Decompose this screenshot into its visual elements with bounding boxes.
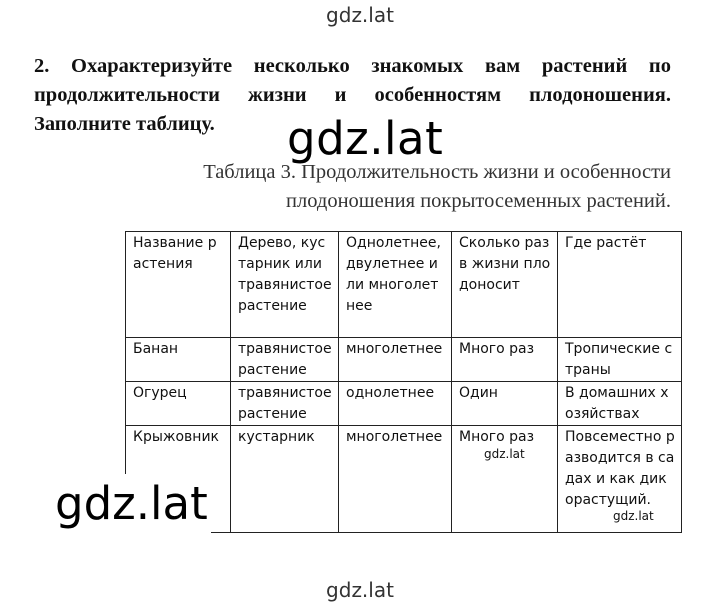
cell-habitat: Повсеместно разводится в садах и как дикорастущий. <box>558 426 682 533</box>
watermark-cell-mid: gdz.lat <box>484 447 525 461</box>
cell-fruiting: Много раз <box>452 426 558 533</box>
header-habitat: Где растёт <box>558 232 682 338</box>
table-row <box>126 382 682 426</box>
cell-lifespan: многолетнее <box>339 426 452 533</box>
cell-type: травянистое растение <box>231 382 339 426</box>
cell-type: травянистое растение <box>231 338 339 382</box>
cell-name: Крыжовник <box>126 426 231 533</box>
header-lifespan: Однолетнее, двулетнее или многолетнее <box>339 232 452 338</box>
watermark-cell-right: gdz.lat <box>613 509 654 523</box>
cell-lifespan: многолетнее <box>339 338 452 382</box>
header-fruiting: Сколько раз в жизни плодоносит <box>452 232 558 338</box>
table-row <box>126 338 682 382</box>
cell-habitat: В домашних хозяйствах <box>558 382 682 426</box>
cell-fruiting: Много раз <box>452 338 558 382</box>
watermark-left: gdz.lat <box>52 474 211 534</box>
cell-type: кустарник <box>231 426 339 533</box>
caption-line-2: плодоношения покрытосеменных растений. <box>286 190 671 212</box>
table-header-row <box>126 232 682 338</box>
task-text: 2. Охарактеризуйте несколько знакомых вам растений по продолжительности жизни и особенностям плодоношения. Заполните таблицу. <box>34 55 671 135</box>
cell-lifespan: однолетнее <box>339 382 452 426</box>
watermark-center: gdz.lat <box>287 112 444 165</box>
cell-fruiting: Один <box>452 382 558 426</box>
cell-name: Огурец <box>126 382 231 426</box>
watermark-bottom: gdz.lat <box>326 578 394 602</box>
cell-name: Банан <box>126 338 231 382</box>
cell-habitat: Тропические страны <box>558 338 682 382</box>
watermark-top: gdz.lat <box>326 3 394 27</box>
caption-line-1: Таблица 3. Продолжительность жизни и особенности <box>203 161 671 183</box>
table-caption <box>150 158 671 216</box>
header-type: Дерево, кустарник или травянистое растение <box>231 232 339 338</box>
header-name: Название растения <box>126 232 231 338</box>
